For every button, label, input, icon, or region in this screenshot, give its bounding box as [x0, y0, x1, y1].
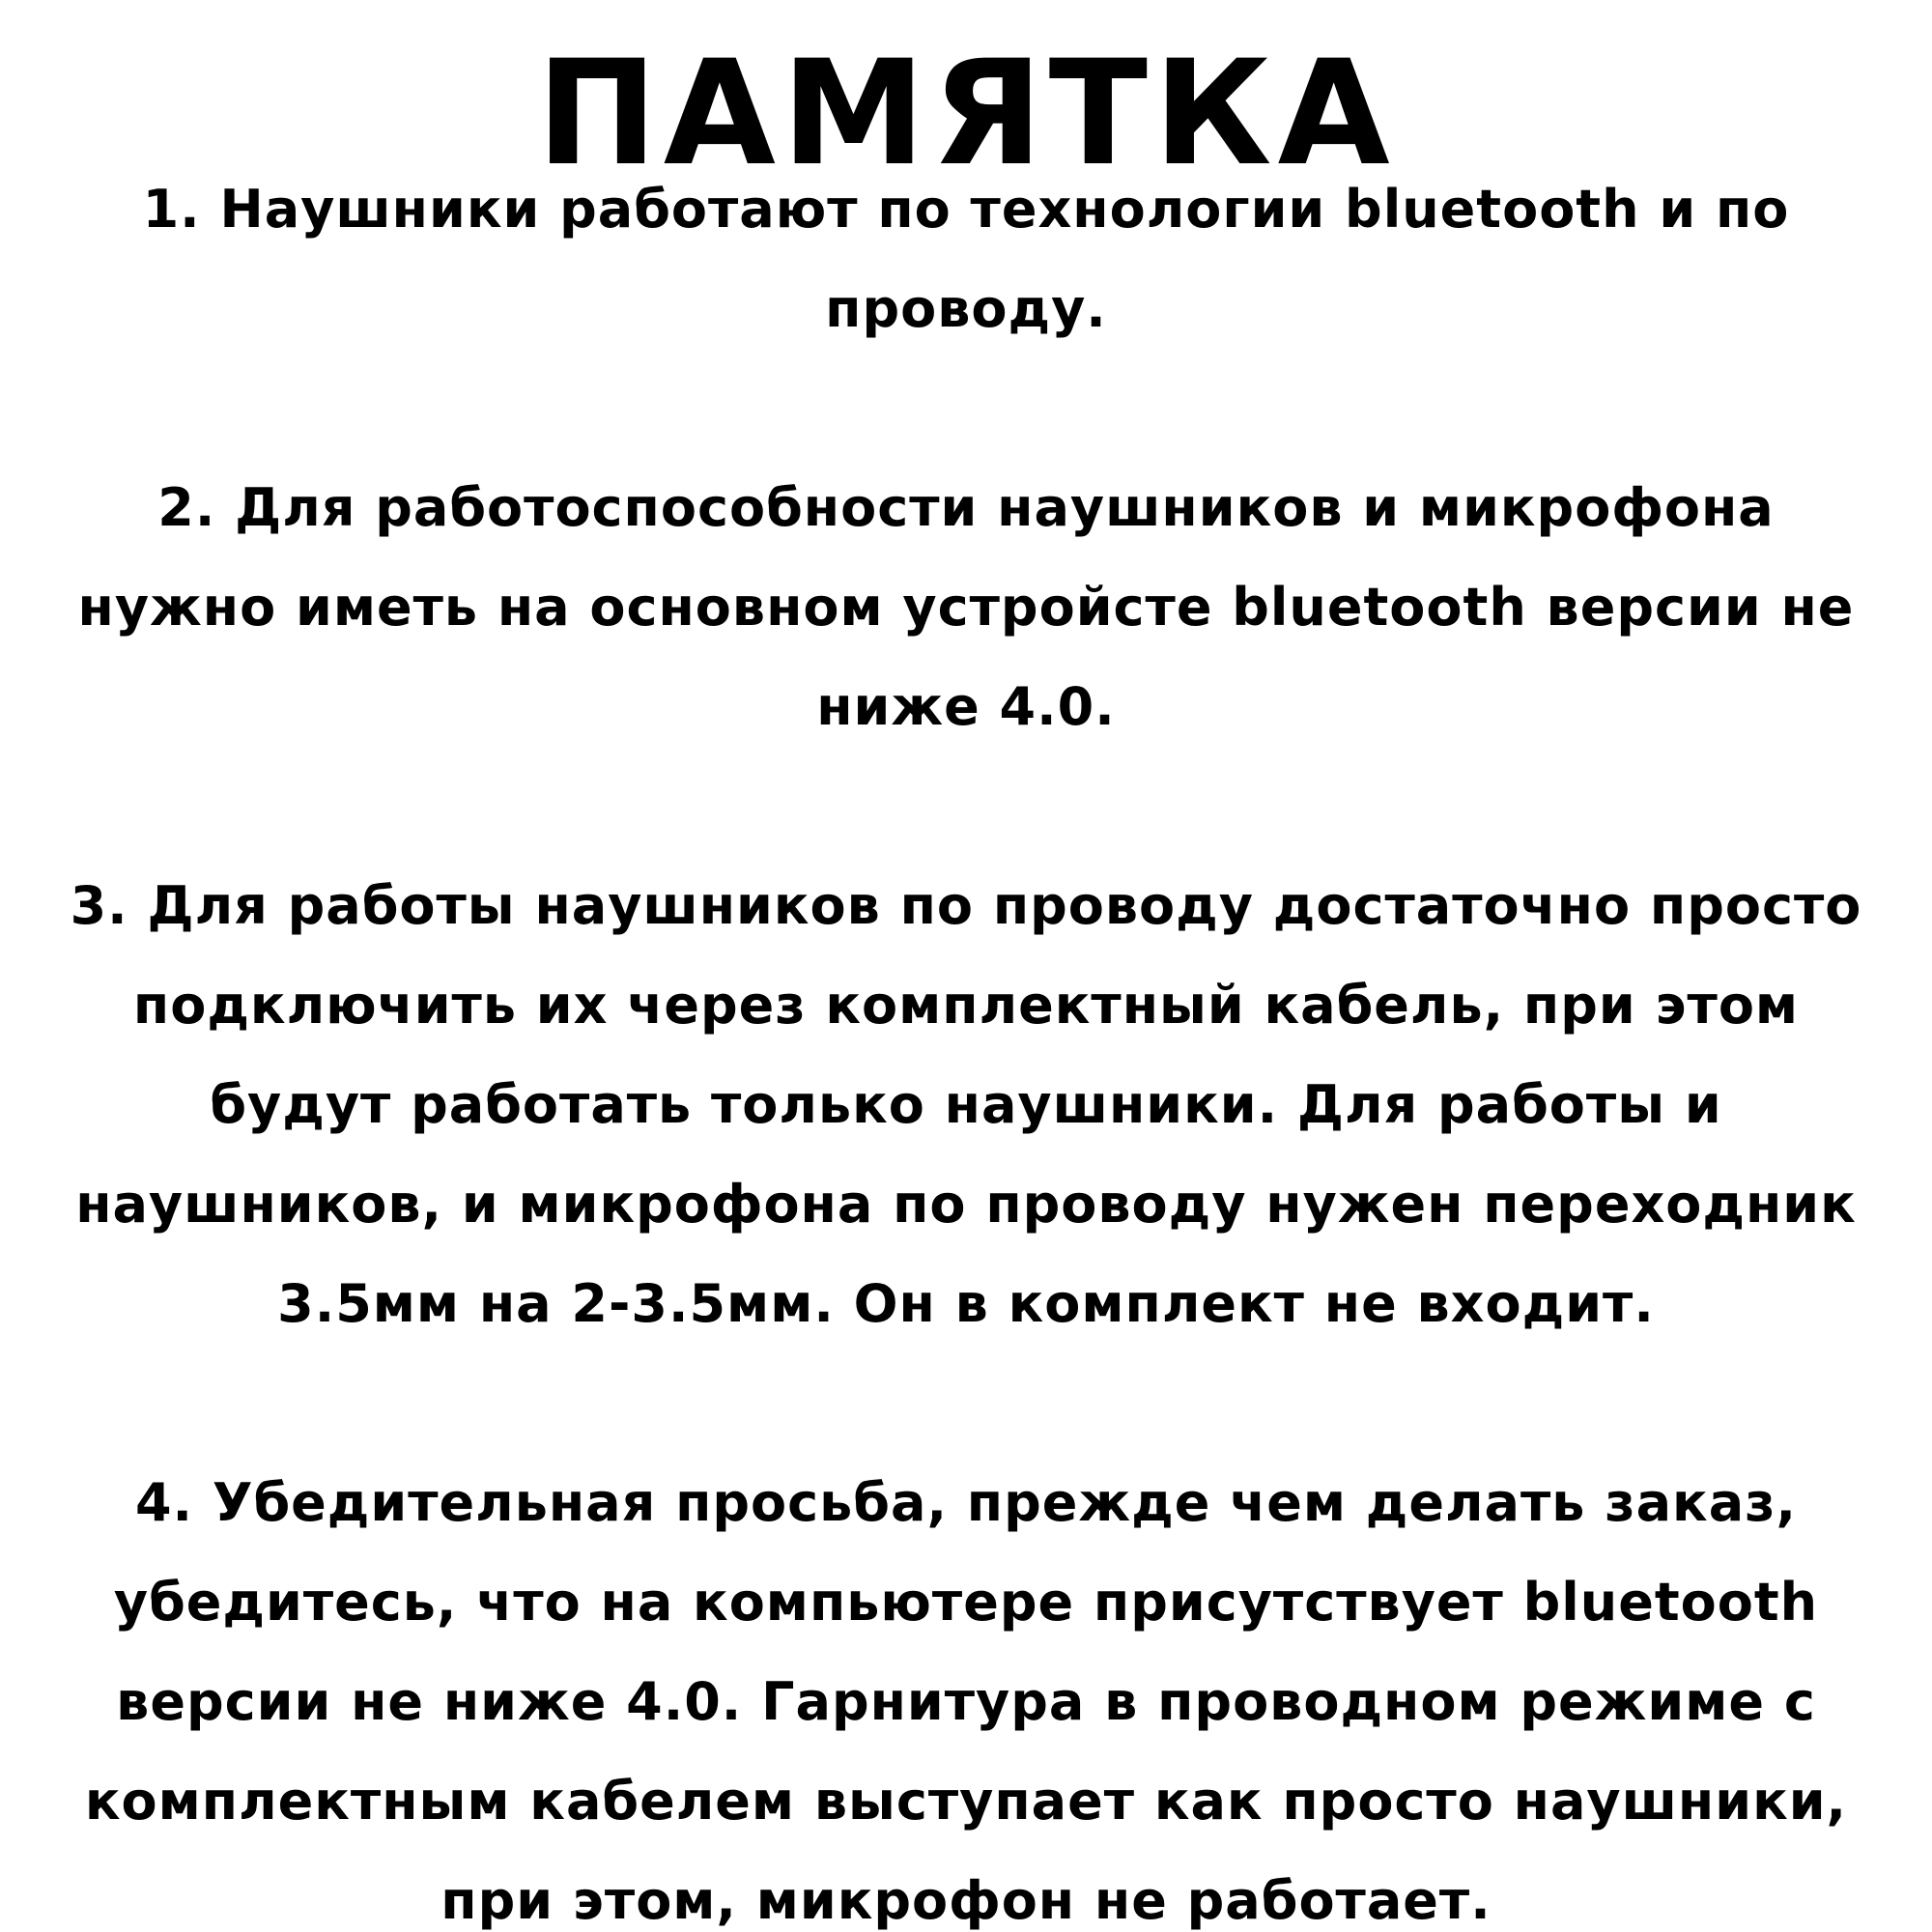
memo-line: проводу. — [825, 278, 1107, 339]
memo-item-3 — [58, 856, 1874, 1353]
memo-item-2 — [58, 458, 1874, 756]
memo-line: подключить их через комплектный кабель, при этом — [132, 975, 1800, 1036]
memo-line: при этом, микрофон не работает. — [440, 1870, 1492, 1931]
memo-line: нужно иметь на основном устройсте bluetooth версии не — [77, 577, 1855, 638]
memo-line: наушников, и микрофона по проводу нужен переходник — [75, 1174, 1857, 1235]
memo-line: 2. Для работоспособности наушников и микрофона — [157, 477, 1775, 538]
memo-item-1 — [58, 159, 1874, 358]
memo-line: 3.5мм на 2-3.5мм. Он в комплект не входит. — [277, 1273, 1655, 1334]
memo-line: версии не ниже 4.0. Гарнитура в проводном режиме с — [116, 1671, 1816, 1732]
memo-line: 3. Для работы наушников по проводу достаточно просто — [70, 875, 1862, 936]
memo-title: ПАМЯТКА — [536, 30, 1396, 198]
memo-line: 4. Убедительная просьба, прежде чем делать заказ, — [134, 1472, 1798, 1533]
memo-line: ниже 4.0. — [816, 676, 1116, 737]
memo-item-4 — [58, 1453, 1874, 1932]
memo-line: 1. Наушники работают по технологии bluetooth и по — [142, 179, 1790, 240]
memo-line: убедитесь, что на компьютере присутствует bluetooth — [113, 1572, 1819, 1633]
memo-body — [58, 159, 1874, 1932]
memo-line: будут работать только наушники. Для работы и — [210, 1074, 1722, 1135]
memo-line: комплектным кабелем выступает как просто наушники, — [84, 1771, 1848, 1832]
